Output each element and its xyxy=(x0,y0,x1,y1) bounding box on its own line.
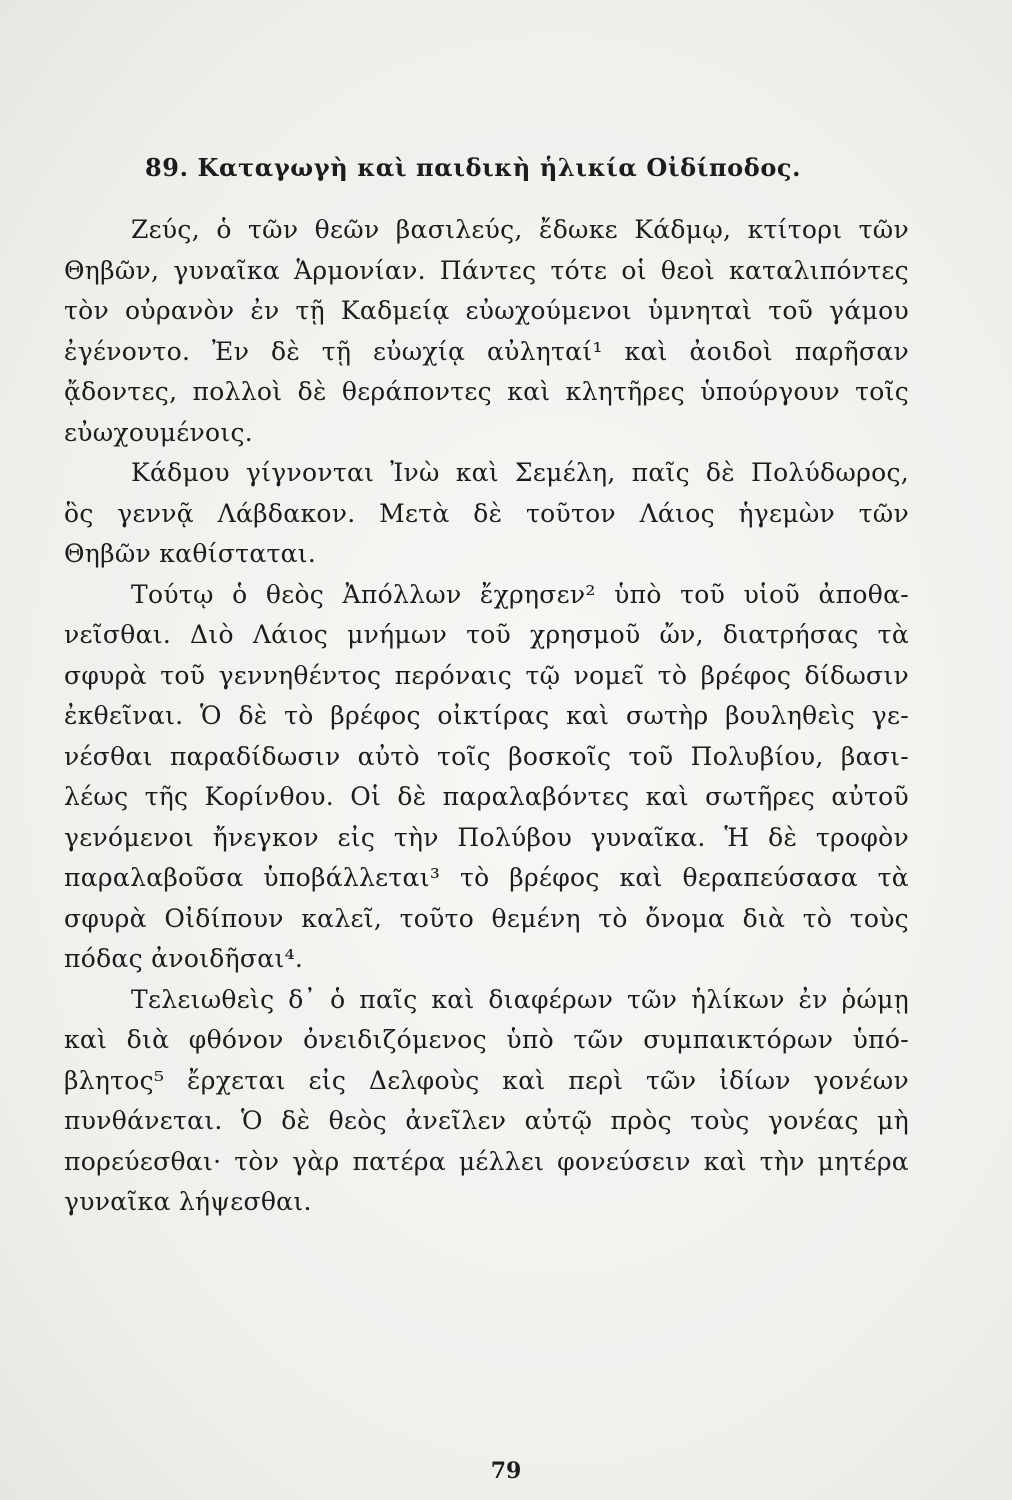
text-line: καὶ διὰ φθόνον ὀνειδιζόμενος ὑπὸ τῶν συμπαικτόρων ὑπό- xyxy=(64,1025,909,1054)
text-line: εὐωχουμένοις. xyxy=(64,417,254,447)
text-line: βλητος⁵ ἔρχεται εἰς Δελφοὺς καὶ περὶ τῶν ἰδίων γονέων xyxy=(64,1065,909,1095)
text-line: σφυρὰ Οἰδίπουν καλεῖ, τοῦτο θεμένη τὸ ὄνομα διὰ τὸ τοὺς xyxy=(64,903,909,933)
text-line: πυνθάνεται. Ὁ δὲ θεὸς ἀνεῖλεν αὐτῷ πρὸς τοὺς γονέας μὴ xyxy=(64,1106,909,1135)
body-text xyxy=(64,210,909,1223)
text-line: Τελειωθεὶς δ᾽ ὁ παῖς καὶ διαφέρων τῶν ἡλίκων ἐν ῥώμῃ xyxy=(131,984,909,1014)
text-line: γυναῖκα λήψεσθαι. xyxy=(64,1187,312,1216)
text-line: πορεύεσθαι· τὸν γὰρ πατέρα μέλλει φονεύσειν καὶ τὴν μητέρα xyxy=(64,1146,909,1176)
chapter-heading: 89. Καταγωγὴ καὶ παιδικὴ ἡλικία Οἰδίποδος. xyxy=(145,153,802,182)
text-line: Κάδμου γίγνονται Ἰνὼ καὶ Σεμέλη, παῖς δὲ Πολύδωρος, xyxy=(131,458,909,487)
text-line: ἐκθεῖναι. Ὁ δὲ τὸ βρέφος οἰκτίρας καὶ σωτὴρ βουληθεὶς γε- xyxy=(64,701,909,730)
text-line: πόδας ἀνοιδῆσαι⁴. xyxy=(64,944,304,973)
text-line: Θηβῶν καθίσταται. xyxy=(64,539,317,568)
text-line: ἐγένοντο. Ἐν δὲ τῇ εὐωχίᾳ αὐληταί¹ καὶ ἀοιδοὶ παρῆσαν xyxy=(64,336,909,366)
text-line: νεῖσθαι. Διὸ Λάιος μνήμων τοῦ χρησμοῦ ὤν, διατρήσας τὰ xyxy=(64,620,909,649)
text-line: νέσθαι παραδίδωσιν αὐτὸ τοῖς βοσκοῖς τοῦ Πολυβίου, βασι- xyxy=(64,741,909,771)
text-line: ὃς γεννᾷ Λάβδακον. Μετὰ δὲ τοῦτον Λάιος ἡγεμὼν τῶν xyxy=(64,498,909,528)
text-line: Τούτῳ ὁ θεὸς Ἀπόλλων ἔχρησεν² ὑπὸ τοῦ υἱοῦ ἀποθα- xyxy=(131,579,909,609)
text-line: Ζεύς, ὁ τῶν θεῶν βασιλεύς, ἔδωκε Κάδμῳ, κτίτορι τῶν xyxy=(131,215,909,244)
text-line: παραλαβοῦσα ὑποβάλλεται³ τὸ βρέφος καὶ θεραπεύσασα τὰ xyxy=(64,863,909,892)
text-line: Θηβῶν, γυναῖκα Ἁρμονίαν. Πάντες τότε οἱ θεοὶ καταλιπόντες xyxy=(64,255,909,285)
text-line: λέως τῆς Κορίνθου. Οἱ δὲ παραλαβόντες καὶ σωτῆρες αὐτοῦ xyxy=(64,782,909,811)
page-number: 79 xyxy=(490,1458,522,1484)
text-line: ᾄδοντες, πολλοὶ δὲ θεράποντες καὶ κλητῆρες ὑπούργουν τοῖς xyxy=(64,377,909,406)
text-line: τὸν οὐρανὸν ἐν τῇ Καδμείᾳ εὐωχούμενοι ὑμνηταὶ τοῦ γάμου xyxy=(64,296,909,325)
text-line: σφυρὰ τοῦ γεννηθέντος περόναις τῷ νομεῖ τὸ βρέφος δίδωσιν xyxy=(64,660,909,690)
text-line: γενόμενοι ἤνεγκον εἰς τὴν Πολύβου γυναῖκα. Ἡ δὲ τροφὸν xyxy=(64,822,909,852)
